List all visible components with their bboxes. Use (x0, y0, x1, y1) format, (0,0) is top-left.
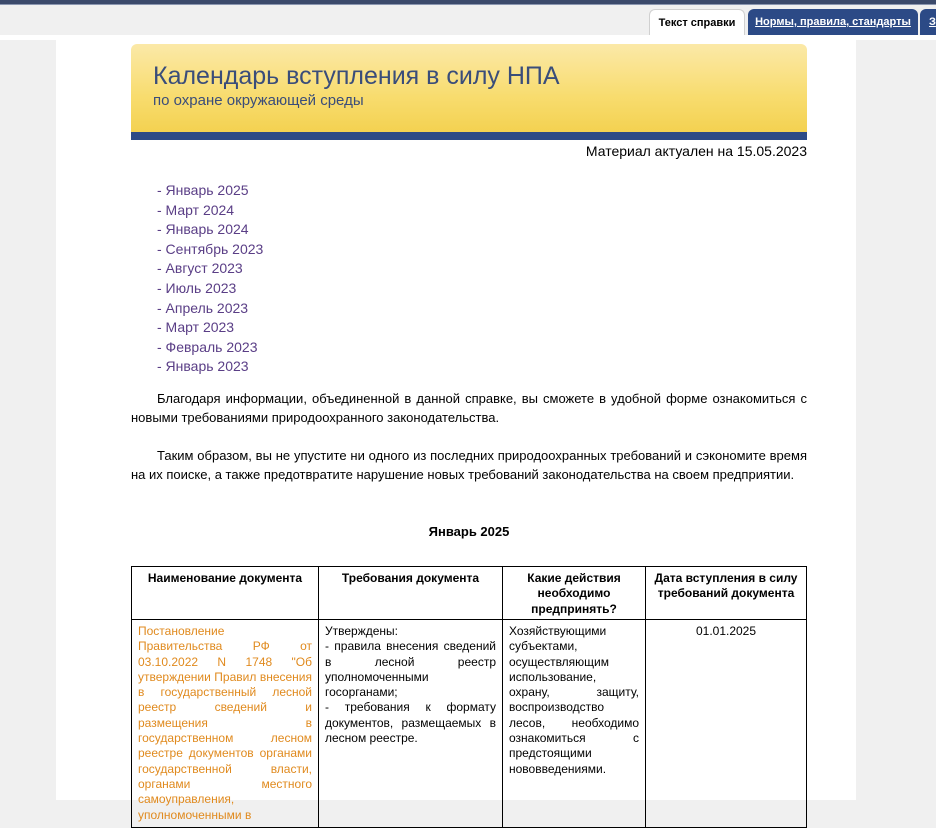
intro-paragraph-1: Благодаря информации, объединенной в данной справке, вы сможете в удобной форме ознакомиться с новыми требованиями природоохранного законодательства. (131, 391, 807, 426)
month-link[interactable]: - Июль 2023 (157, 279, 237, 296)
document-link[interactable]: Постановление Правительства РФ от 03.10.2022 N 1748 "Об утверждении Правил внесения в государственный лесной реестр сведений и размещения в государственном лесном реестре документов органами государственной власти, органами местного самоуправления, уполномоченными в (132, 620, 319, 828)
month-link[interactable]: - Март 2024 (157, 201, 235, 218)
date-cell: 01.01.2025 (646, 620, 807, 828)
months-list (157, 181, 263, 377)
table-header-row (132, 567, 807, 620)
month-link[interactable]: - Август 2023 (157, 260, 243, 277)
month-link[interactable]: - Март 2023 (157, 319, 235, 336)
month-link[interactable]: - Январь 2024 (157, 221, 249, 238)
month-link[interactable]: - Апрель 2023 (157, 299, 249, 316)
requirements-line: - требования к формату документов, размещаемых в лесном реестре. (325, 700, 496, 746)
requirements-cell (319, 620, 503, 828)
actions-cell: Хозяйствующими субъектами, осуществляющим использование, охрану, защиту, воспроизводство лесов, необходимо ознакомиться с предстоящими нововведениями. (503, 620, 646, 828)
header-date: Дата вступления в силу требований документа (646, 567, 807, 620)
month-link[interactable]: - Февраль 2023 (157, 338, 258, 355)
requirements-line: Утверждены: (325, 624, 398, 638)
tab-bar (0, 5, 936, 35)
tab-extra-label: З (929, 16, 936, 28)
table-row (132, 620, 807, 828)
section-title: Январь 2025 (428, 524, 510, 539)
header-requirements: Требования документа (319, 567, 503, 620)
month-link[interactable]: - Январь 2023 (157, 358, 249, 375)
intro-paragraph-2: Таким образом, вы не упустите ни одного из последних природоохранных требований и сэкономите время на их поиске, а также предотвратите нарушение новых требований законодательства на своем предприятии. (131, 448, 807, 483)
month-link[interactable]: - Сентябрь 2023 (157, 240, 264, 257)
header-document: Наименование документа (132, 567, 319, 620)
documents-table (131, 566, 807, 828)
month-link[interactable]: - Январь 2025 (157, 182, 249, 198)
tab-help-text[interactable]: Текст справки (649, 9, 745, 35)
actual-date: Материал актуален на 15.05.2023 (585, 143, 807, 159)
tab-norms-label: Нормы, правила, стандарты (755, 16, 911, 28)
requirements-line: - правила внесения сведений в лесной реестр уполномоченными госорганами; (325, 639, 496, 700)
tab-norms-standards[interactable] (748, 9, 918, 35)
banner-subtitle: по охране окружающей среды (153, 92, 364, 109)
banner-title: Календарь вступления в силу НПА (153, 62, 560, 90)
tab-extra[interactable] (920, 9, 936, 35)
header-banner (131, 44, 807, 140)
banner-strip (131, 132, 807, 140)
header-actions: Какие действия необходимо предпринять? (503, 567, 646, 620)
